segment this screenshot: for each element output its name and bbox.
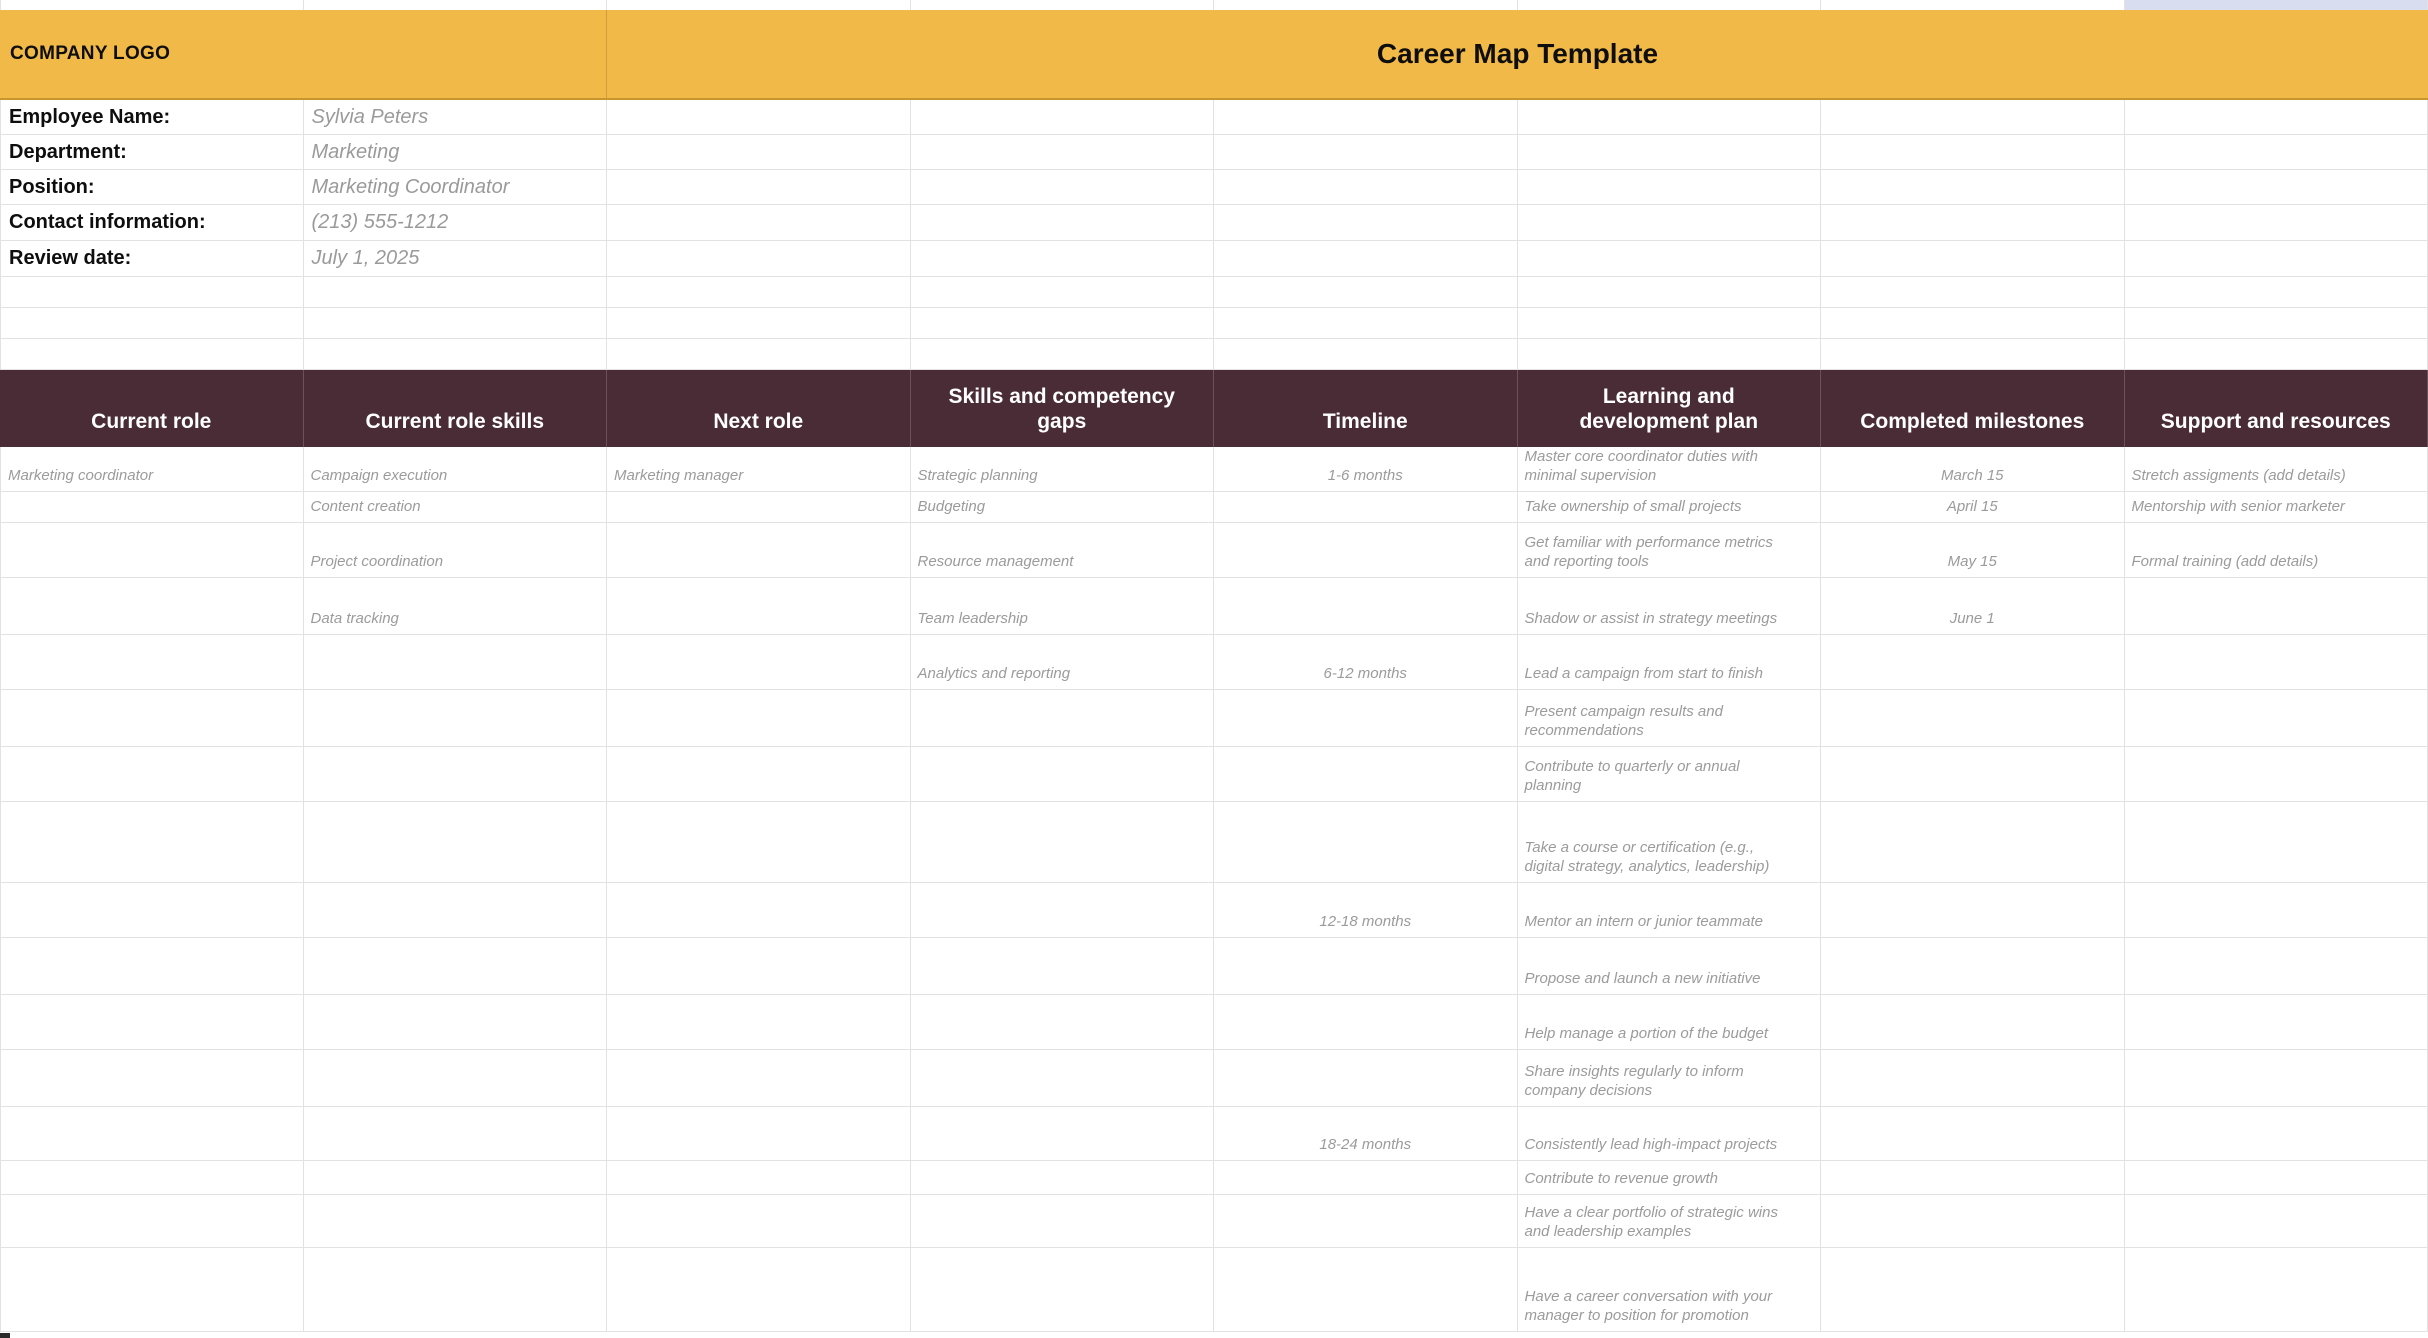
data-cell[interactable] xyxy=(911,1161,1215,1195)
empty-cell[interactable] xyxy=(607,277,911,308)
info-value-cell[interactable] xyxy=(304,205,608,241)
data-cell[interactable] xyxy=(2125,883,2428,938)
empty-cell[interactable] xyxy=(2125,339,2428,370)
data-cell[interactable] xyxy=(304,938,608,995)
info-label: Department: xyxy=(9,140,127,163)
empty-cell[interactable] xyxy=(607,205,911,241)
bottom-partial-row xyxy=(0,1332,2428,1338)
empty-cell[interactable] xyxy=(1518,170,1822,205)
data-cell[interactable] xyxy=(607,747,911,802)
empty-cell[interactable] xyxy=(1821,241,2125,277)
empty-cell[interactable] xyxy=(1821,205,2125,241)
empty-cell[interactable] xyxy=(607,308,911,339)
data-cell[interactable]: 6-12 months xyxy=(1214,635,1518,690)
data-cell[interactable] xyxy=(607,883,911,938)
bottom-edge-mark xyxy=(0,1333,10,1338)
data-cell[interactable] xyxy=(1821,938,2125,995)
data-cell[interactable] xyxy=(0,1107,304,1161)
data-cell[interactable] xyxy=(1821,1107,2125,1161)
table-body xyxy=(0,447,2428,1332)
data-cell[interactable] xyxy=(1214,1050,1518,1107)
empty-cell[interactable] xyxy=(1214,135,1518,170)
empty-cell[interactable] xyxy=(607,135,911,170)
empty-cell[interactable] xyxy=(1821,100,2125,135)
empty-cell[interactable] xyxy=(607,100,911,135)
data-cell[interactable] xyxy=(304,635,608,690)
data-cell[interactable] xyxy=(607,995,911,1050)
data-cell[interactable] xyxy=(1821,1195,2125,1248)
data-cell[interactable] xyxy=(607,690,911,747)
data-cell[interactable]: Content creation xyxy=(304,492,608,523)
empty-cell[interactable] xyxy=(2125,277,2428,308)
title-cell[interactable] xyxy=(607,10,2428,98)
top-strip-cell xyxy=(2125,0,2428,10)
info-value-cell[interactable] xyxy=(304,241,608,277)
data-cell[interactable]: June 1 xyxy=(1821,578,2125,635)
data-cell[interactable]: Contribute to revenue growth xyxy=(1518,1161,1822,1195)
data-cell[interactable] xyxy=(911,1050,1215,1107)
data-cell[interactable]: Help manage a portion of the budget xyxy=(1518,995,1822,1050)
table-row xyxy=(0,1161,2428,1195)
empty-cell[interactable] xyxy=(1214,241,1518,277)
data-cell[interactable] xyxy=(2125,1050,2428,1107)
empty-cell[interactable] xyxy=(2125,135,2428,170)
info-row xyxy=(0,135,2428,170)
empty-cell[interactable] xyxy=(1214,308,1518,339)
data-cell[interactable]: Resource management xyxy=(911,523,1215,578)
empty-cell[interactable] xyxy=(0,339,304,370)
company-logo-text: COMPANY LOGO xyxy=(10,43,171,64)
data-cell[interactable] xyxy=(0,1050,304,1107)
data-cell[interactable] xyxy=(304,1195,608,1248)
info-value: July 1, 2025 xyxy=(311,247,420,269)
data-cell[interactable] xyxy=(304,747,608,802)
data-cell[interactable]: Propose and launch a new initiative xyxy=(1518,938,1822,995)
empty-cell[interactable] xyxy=(1214,170,1518,205)
empty-cell[interactable] xyxy=(607,170,911,205)
data-cell[interactable] xyxy=(2125,578,2428,635)
data-cell[interactable] xyxy=(1821,1050,2125,1107)
data-cell[interactable]: Marketing manager xyxy=(607,447,911,492)
data-cell[interactable]: 18-24 months xyxy=(1214,1107,1518,1161)
data-cell[interactable] xyxy=(1214,938,1518,995)
data-cell[interactable] xyxy=(2125,690,2428,747)
data-cell[interactable]: Get familiar with performance metrics and reporting tools xyxy=(1518,523,1822,578)
table-row xyxy=(0,690,2428,747)
data-cell[interactable] xyxy=(1821,690,2125,747)
data-cell[interactable] xyxy=(1214,747,1518,802)
empty-cell[interactable] xyxy=(1821,308,2125,339)
column-header-cell[interactable]: Skills and competency gaps xyxy=(911,370,1215,447)
data-cell[interactable] xyxy=(911,1248,1215,1332)
data-cell[interactable]: Have a clear portfolio of strategic wins and leadership examples xyxy=(1518,1195,1822,1248)
data-cell[interactable] xyxy=(1214,995,1518,1050)
data-cell[interactable] xyxy=(0,635,304,690)
top-strip-cell xyxy=(304,0,608,10)
data-cell[interactable] xyxy=(0,1195,304,1248)
empty-cell[interactable] xyxy=(1821,277,2125,308)
info-label: Contact information: xyxy=(9,211,206,233)
data-cell[interactable] xyxy=(2125,635,2428,690)
top-strip-cell xyxy=(1518,0,1822,10)
empty-cell[interactable] xyxy=(0,308,304,339)
empty-cell[interactable] xyxy=(304,277,608,308)
info-label-cell[interactable] xyxy=(0,100,304,135)
empty-cell[interactable] xyxy=(1214,339,1518,370)
data-cell[interactable] xyxy=(2125,1248,2428,1332)
data-cell[interactable] xyxy=(1214,523,1518,578)
data-cell[interactable]: Data tracking xyxy=(304,578,608,635)
data-cell[interactable]: Analytics and reporting xyxy=(911,635,1215,690)
data-cell[interactable] xyxy=(607,1161,911,1195)
info-label-cell[interactable] xyxy=(0,241,304,277)
data-cell[interactable]: Master core coordinator duties with minimal supervision xyxy=(1518,447,1822,492)
empty-cell[interactable] xyxy=(911,170,1215,205)
data-cell[interactable] xyxy=(2125,802,2428,883)
empty-cell[interactable] xyxy=(911,100,1215,135)
data-cell[interactable] xyxy=(0,938,304,995)
data-cell[interactable]: Mentor an intern or junior teammate xyxy=(1518,883,1822,938)
data-cell[interactable] xyxy=(1214,1195,1518,1248)
data-cell[interactable]: Team leadership xyxy=(911,578,1215,635)
blank-row xyxy=(0,277,2428,308)
data-cell[interactable] xyxy=(2125,995,2428,1050)
info-label: Employee Name: xyxy=(9,105,171,128)
table-row xyxy=(0,1050,2428,1107)
data-cell[interactable] xyxy=(304,1248,608,1332)
data-cell[interactable] xyxy=(0,883,304,938)
data-cell[interactable] xyxy=(911,802,1215,883)
company-logo-cell[interactable] xyxy=(0,10,607,98)
top-strip-cell xyxy=(911,0,1215,10)
column-header-cell[interactable]: Next role xyxy=(607,370,911,447)
info-value: Sylvia Peters xyxy=(311,105,429,128)
data-cell[interactable] xyxy=(1821,1248,2125,1332)
data-cell[interactable]: 1-6 months xyxy=(1214,447,1518,492)
top-strip-cell xyxy=(1214,0,1518,10)
data-cell[interactable]: Budgeting xyxy=(911,492,1215,523)
data-cell[interactable]: May 15 xyxy=(1821,523,2125,578)
empty-cell[interactable] xyxy=(1518,135,1822,170)
data-cell[interactable]: Shadow or assist in strategy meetings xyxy=(1518,578,1822,635)
empty-cell[interactable] xyxy=(911,308,1215,339)
column-header-cell[interactable]: Support and resources xyxy=(2125,370,2428,447)
table-row xyxy=(0,578,2428,635)
data-cell[interactable] xyxy=(607,492,911,523)
empty-cell[interactable] xyxy=(1518,277,1822,308)
empty-cell[interactable] xyxy=(2125,241,2428,277)
data-cell[interactable] xyxy=(2125,1161,2428,1195)
empty-cell[interactable] xyxy=(1518,308,1822,339)
table-row xyxy=(0,447,2428,492)
column-header-cell[interactable]: Learning and development plan xyxy=(1518,370,1822,447)
data-cell[interactable] xyxy=(2125,1107,2428,1161)
empty-cell[interactable] xyxy=(607,241,911,277)
empty-cell[interactable] xyxy=(1518,339,1822,370)
empty-cell[interactable] xyxy=(1214,100,1518,135)
table-row xyxy=(0,523,2428,578)
table-header-row xyxy=(0,370,2428,447)
data-cell[interactable] xyxy=(304,1107,608,1161)
info-row xyxy=(0,241,2428,277)
data-cell[interactable]: Lead a campaign from start to finish xyxy=(1518,635,1822,690)
data-cell[interactable]: Campaign execution xyxy=(304,447,608,492)
page-title: Career Map Template xyxy=(1376,38,1659,69)
data-cell[interactable] xyxy=(304,1050,608,1107)
info-row xyxy=(0,205,2428,241)
data-cell[interactable] xyxy=(304,995,608,1050)
info-row xyxy=(0,170,2428,205)
data-cell[interactable] xyxy=(607,1050,911,1107)
empty-cell[interactable] xyxy=(911,277,1215,308)
info-label-cell[interactable] xyxy=(0,135,304,170)
empty-cell[interactable] xyxy=(1518,100,1822,135)
blank-row xyxy=(0,339,2428,370)
data-cell[interactable] xyxy=(1821,883,2125,938)
table-row xyxy=(0,747,2428,802)
empty-cell[interactable] xyxy=(2125,100,2428,135)
info-label-cell[interactable] xyxy=(0,205,304,241)
data-cell[interactable] xyxy=(911,883,1215,938)
empty-cell[interactable] xyxy=(1214,205,1518,241)
data-cell[interactable] xyxy=(0,578,304,635)
data-cell[interactable] xyxy=(911,747,1215,802)
table-row xyxy=(0,1248,2428,1332)
data-cell[interactable] xyxy=(2125,1195,2428,1248)
empty-cell[interactable] xyxy=(1821,339,2125,370)
data-cell[interactable]: Present campaign results and recommendations xyxy=(1518,690,1822,747)
info-label: Review date: xyxy=(9,247,132,269)
empty-cell[interactable] xyxy=(0,277,304,308)
table-row xyxy=(0,492,2428,523)
data-cell[interactable]: 12-18 months xyxy=(1214,883,1518,938)
data-cell[interactable] xyxy=(607,578,911,635)
data-cell[interactable]: Formal training (add details) xyxy=(2125,523,2428,578)
data-cell[interactable]: Share insights regularly to inform company decisions xyxy=(1518,1050,1822,1107)
data-cell[interactable] xyxy=(0,492,304,523)
data-cell[interactable]: Have a career conversation with your manager to position for promotion xyxy=(1518,1248,1822,1332)
data-cell[interactable] xyxy=(607,1195,911,1248)
empty-cell[interactable] xyxy=(911,205,1215,241)
info-value: Marketing xyxy=(311,140,400,163)
blank-row xyxy=(0,308,2428,339)
banner xyxy=(0,10,2428,100)
top-strip-cell xyxy=(1821,0,2125,10)
data-cell[interactable] xyxy=(2125,938,2428,995)
data-cell[interactable] xyxy=(1214,1248,1518,1332)
data-cell[interactable]: Mentorship with senior marketer xyxy=(2125,492,2428,523)
blank-rows-section xyxy=(0,277,2428,370)
top-partial-row xyxy=(0,0,2428,10)
data-cell[interactable] xyxy=(1821,995,2125,1050)
data-cell[interactable] xyxy=(304,883,608,938)
empty-cell[interactable] xyxy=(911,241,1215,277)
data-cell[interactable] xyxy=(607,1107,911,1161)
data-cell[interactable] xyxy=(0,802,304,883)
table-row xyxy=(0,938,2428,995)
data-cell[interactable] xyxy=(0,690,304,747)
data-cell[interactable] xyxy=(1821,802,2125,883)
empty-cell[interactable] xyxy=(1821,170,2125,205)
data-cell[interactable]: Take ownership of small projects xyxy=(1518,492,1822,523)
data-cell[interactable] xyxy=(1214,1161,1518,1195)
data-cell[interactable] xyxy=(911,995,1215,1050)
empty-cell[interactable] xyxy=(304,339,608,370)
table-row xyxy=(0,802,2428,883)
data-cell[interactable] xyxy=(911,1107,1215,1161)
data-cell[interactable]: April 15 xyxy=(1821,492,2125,523)
data-cell[interactable]: Marketing coordinator xyxy=(0,447,304,492)
table-row xyxy=(0,995,2428,1050)
data-cell[interactable] xyxy=(304,802,608,883)
data-cell[interactable] xyxy=(1821,747,2125,802)
data-cell[interactable] xyxy=(1214,492,1518,523)
table-row xyxy=(0,1107,2428,1161)
info-value-cell[interactable] xyxy=(304,100,608,135)
info-value-cell[interactable] xyxy=(304,135,608,170)
data-cell[interactable] xyxy=(0,1248,304,1332)
table-row xyxy=(0,883,2428,938)
empty-cell[interactable] xyxy=(304,308,608,339)
info-value-cell[interactable] xyxy=(304,170,608,205)
info-row xyxy=(0,100,2428,135)
column-header-cell[interactable]: Current role skills xyxy=(304,370,608,447)
empty-cell[interactable] xyxy=(2125,205,2428,241)
info-value: Marketing Coordinator xyxy=(311,175,510,198)
data-cell[interactable] xyxy=(304,1161,608,1195)
column-header-cell[interactable]: Current role xyxy=(0,370,304,447)
data-cell[interactable] xyxy=(607,938,911,995)
data-cell[interactable] xyxy=(1821,635,2125,690)
empty-cell[interactable] xyxy=(911,135,1215,170)
top-strip-cell xyxy=(0,0,304,10)
data-cell[interactable]: March 15 xyxy=(1821,447,2125,492)
table-row xyxy=(0,635,2428,690)
empty-cell[interactable] xyxy=(911,339,1215,370)
empty-cell[interactable] xyxy=(607,339,911,370)
empty-cell[interactable] xyxy=(2125,170,2428,205)
data-cell[interactable] xyxy=(304,690,608,747)
data-cell[interactable] xyxy=(1214,690,1518,747)
data-cell[interactable] xyxy=(0,995,304,1050)
empty-cell[interactable] xyxy=(2125,308,2428,339)
table-row xyxy=(0,1195,2428,1248)
empty-cell[interactable] xyxy=(1821,135,2125,170)
info-label-cell[interactable] xyxy=(0,170,304,205)
data-cell[interactable]: Project coordination xyxy=(304,523,608,578)
data-cell[interactable] xyxy=(607,802,911,883)
employee-info-section xyxy=(0,100,2428,277)
data-cell[interactable] xyxy=(2125,747,2428,802)
data-cell[interactable]: Contribute to quarterly or annual planning xyxy=(1518,747,1822,802)
data-cell[interactable] xyxy=(0,747,304,802)
data-cell[interactable] xyxy=(607,523,911,578)
empty-cell[interactable] xyxy=(1518,205,1822,241)
column-header-cell[interactable]: Timeline xyxy=(1214,370,1518,447)
data-cell[interactable] xyxy=(607,1248,911,1332)
data-cell[interactable] xyxy=(607,635,911,690)
data-cell[interactable] xyxy=(1214,802,1518,883)
data-cell[interactable] xyxy=(911,938,1215,995)
data-cell[interactable] xyxy=(911,1195,1215,1248)
empty-cell[interactable] xyxy=(1214,277,1518,308)
data-cell[interactable] xyxy=(0,1161,304,1195)
info-label: Position: xyxy=(9,175,95,198)
data-cell[interactable] xyxy=(911,690,1215,747)
info-value: (213) 555-1212 xyxy=(311,211,449,233)
data-cell[interactable]: Consistently lead high-impact projects xyxy=(1518,1107,1822,1161)
data-cell[interactable] xyxy=(1214,578,1518,635)
column-header-cell[interactable]: Completed milestones xyxy=(1821,370,2125,447)
data-cell[interactable] xyxy=(1821,1161,2125,1195)
data-cell[interactable]: Strategic planning xyxy=(911,447,1215,492)
data-cell[interactable]: Take a course or certification (e.g., digital strategy, analytics, leadership) xyxy=(1518,802,1822,883)
data-cell[interactable]: Stretch assigments (add details) xyxy=(2125,447,2428,492)
data-cell[interactable] xyxy=(0,523,304,578)
top-strip-cell xyxy=(607,0,911,10)
empty-cell[interactable] xyxy=(1518,241,1822,277)
